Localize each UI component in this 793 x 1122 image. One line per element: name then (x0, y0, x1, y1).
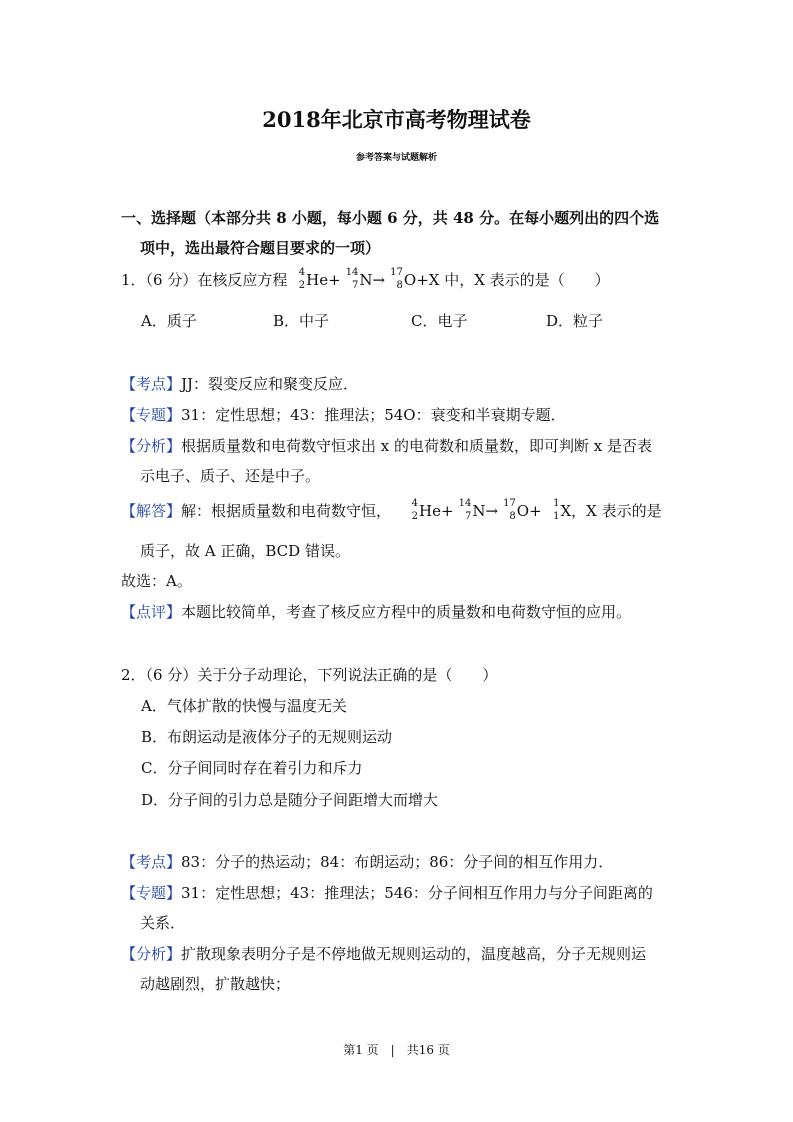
section-heading-line2: 项中，选出最符合题目要求的一项） (140, 239, 381, 257)
option-a: A．质子 (141, 312, 197, 330)
kaodian-2 (121, 851, 613, 872)
question-1-prefix: 1．（6 分）在核反应方程 (121, 271, 293, 289)
element-symbol: O+X 中，X 表示的是（ ） (403, 271, 610, 289)
zhuanti-2-cont: 关系． (140, 914, 186, 932)
atomic-number: 2 (411, 511, 419, 522)
atomic-number: 7 (352, 280, 359, 291)
dianping-text: 本题比较简单，考查了核反应方程中的质量数和电荷数守恒的应用。 (181, 603, 632, 621)
fenxi-2-cont: 动越剧烈，扩散越快； (140, 975, 291, 993)
zhuanti-text: 31：定性思想；43：推理法；546：分子间相互作用力与分子间距离的 (181, 884, 653, 902)
jieda-1-cont: 质子，故 A 正确，BCD 错误。 (140, 542, 350, 560)
atomic-number: 7 (464, 511, 472, 522)
jieda-text: 解：根据质量数和电荷数守恒， (181, 502, 392, 520)
isotope-he (292, 267, 306, 292)
option-b: B．布朗运动是液体分子的无规则运动 (141, 728, 393, 746)
kaodian-tag: 【考点】 (121, 853, 182, 871)
mass-number: 4 (298, 267, 306, 278)
mass-number: 17 (390, 267, 403, 278)
element-symbol: He+ (419, 502, 459, 520)
zhuanti-tag: 【专题】 (121, 406, 182, 424)
fenxi-2 (121, 943, 646, 964)
option-a: A．气体扩散的快慢与温度无关 (141, 697, 347, 715)
option-c: C．电子 (411, 312, 468, 330)
option-b: B．中子 (273, 312, 330, 330)
page-footer: 第1 页 | 共16 页 (343, 1043, 450, 1057)
fenxi-1 (121, 435, 652, 456)
kaodian-1 (121, 373, 358, 394)
element-symbol: O+ (516, 502, 547, 520)
page-subtitle: 参考答案与试题解析 (355, 153, 437, 163)
mass-number: 14 (458, 498, 472, 509)
atomic-number: 1 (553, 511, 560, 522)
dianping-tag: 【点评】 (121, 603, 182, 621)
section-heading-line1: 一、选择题（本部分共 8 小题，每小题 6 分，共 48 分。在每小题列出的四个选 (121, 209, 660, 227)
atomic-number: 8 (396, 280, 403, 291)
atomic-number: 2 (298, 280, 306, 291)
isotope-n (458, 498, 472, 523)
zhuanti-tag: 【专题】 (121, 884, 182, 902)
fenxi-text: 根据质量数和电荷数守恒求出 x 的电荷数和质量数，即可判断 x 是否表 (181, 437, 653, 455)
mass-number: 14 (345, 267, 359, 278)
fenxi-tag: 【分析】 (121, 437, 182, 455)
kaodian-text: 83：分子的热运动；84：布朗运动；86：分子间的相互作用力． (181, 853, 614, 871)
option-d: D．粒子 (546, 312, 604, 330)
isotope-o (503, 498, 517, 523)
zhuanti-text: 31：定性思想；43：推理法；54O：衰变和半衰期专题． (181, 406, 566, 424)
element-symbol: He+ (306, 271, 346, 289)
question-2-stem: 2．（6 分）关于分子动理论，下列说法正确的是（ ） (121, 666, 498, 684)
fenxi-1-cont: 示电子、质子、还是中子。 (140, 467, 321, 485)
mass-number: 4 (411, 498, 419, 509)
element-symbol: N→ (359, 271, 390, 289)
dianping-1 (121, 601, 631, 622)
element-symbol: X，X 表示的是 (560, 502, 662, 520)
jieda-tag: 【解答】 (121, 502, 182, 520)
isotope-n (345, 267, 359, 292)
isotope-he (405, 498, 419, 523)
kaodian-text: JJ：裂变反应和聚变反应． (181, 375, 359, 393)
mass-number: 17 (503, 498, 516, 509)
fenxi-tag: 【分析】 (121, 945, 182, 963)
element-symbol: N→ (472, 502, 503, 520)
answer-1: 故选：A。 (121, 572, 192, 590)
isotope-x (546, 498, 560, 523)
zhuanti-1 (121, 404, 566, 425)
zhuanti-2 (121, 882, 653, 903)
jieda-1 (121, 500, 662, 523)
option-c: C．分子间同时存在着引力和斥力 (141, 759, 363, 777)
question-1-stem (121, 269, 610, 292)
atomic-number: 8 (509, 511, 516, 522)
isotope-o (390, 267, 404, 292)
mass-number: 1 (553, 498, 560, 509)
page-title: 2018年北京市高考物理试卷 (262, 107, 531, 132)
fenxi-text: 扩散现象表明分子是不停地做无规则运动的，温度越高，分子无规则运 (181, 945, 647, 963)
kaodian-tag: 【考点】 (121, 375, 182, 393)
option-d: D．分子间的引力总是随分子间距增大而增大 (141, 791, 439, 809)
